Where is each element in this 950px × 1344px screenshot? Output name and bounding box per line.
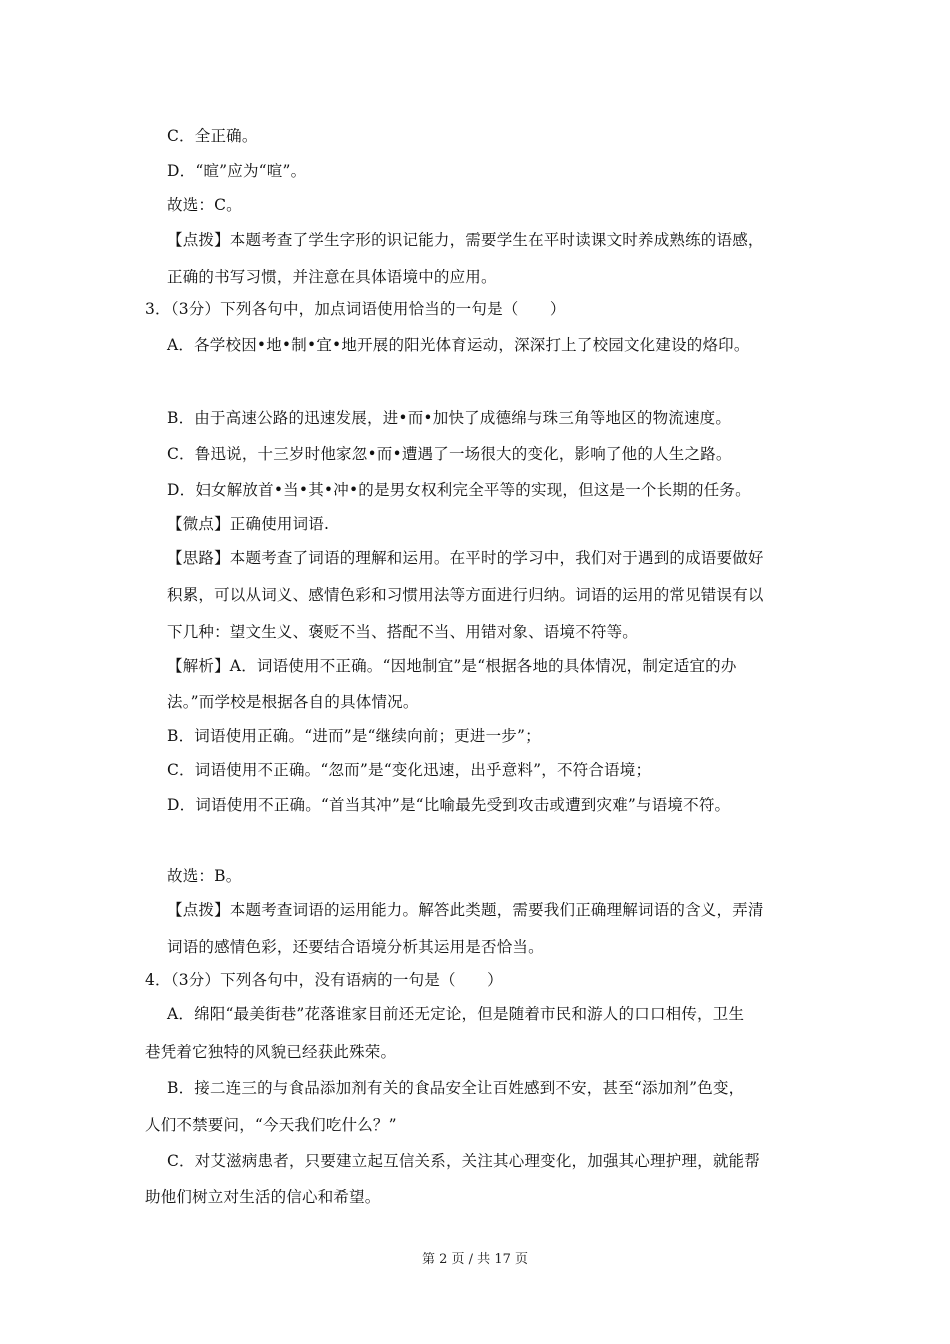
option-b: B．由于高速公路的迅速发展，进•而•加快了成德绵与珠三角等地区的物流速度。 — [167, 409, 732, 427]
question-4-title: 4．（3分）下列各句中，没有语病的一句是（ ） — [145, 971, 503, 989]
option-c: C．鲁迅说，十三岁时他家忽•而•遭遇了一场很大的变化，影响了他的人生之路。 — [167, 445, 732, 463]
option-a: A．绵阳“最美街巷”花落谁家目前还无定论，但是随着市民和游人的口口相传，卫生 — [167, 1005, 745, 1023]
text-line: 词语的感情色彩，还要结合语境分析其运用是否恰当。 — [167, 938, 544, 956]
text-line: 人们不禁要问，“今天我们吃什么？” — [145, 1116, 397, 1134]
text-line: D．“暄”应为“喧”。 — [167, 162, 307, 180]
option-b: B．接二连三的与食品添加剂有关的食品安全让百姓感到不安，甚至“添加剂”色变， — [167, 1079, 745, 1097]
page-footer: 第 2 页 / 共 17 页 — [422, 1252, 528, 1267]
text-line: 故选：B。 — [167, 867, 242, 885]
option-c: C．对艾滋病患者，只要建立起互信关系，关注其心理变化，加强其心理护理，就能帮 — [167, 1152, 760, 1170]
text-line: 故选：C。 — [167, 196, 242, 214]
question-3-title: 3．（3分）下列各句中，加点词语使用恰当的一句是（ ） — [145, 300, 566, 318]
text-line: C．全正确。 — [167, 127, 258, 145]
text-line: D．词语使用不正确。“首当其冲”是“比喻最先受到攻击或遭到灾难”与语境不符。 — [167, 796, 731, 814]
text-line: 积累，可以从词义、感情色彩和习惯用法等方面进行归纳。词语的运用的常见错误有以 — [167, 586, 764, 604]
text-line: 【点拨】本题考查了学生字形的识记能力，需要学生在平时读课文时养成熟练的语感， — [167, 231, 764, 249]
text-line: 【微点】正确使用词语. — [167, 515, 330, 533]
text-line: 巷凭着它独特的风貌已经获此殊荣。 — [145, 1043, 397, 1061]
text-line: 【解析】A．词语使用不正确。“因地制宜”是“根据各地的具体情况，制定适宜的办 — [167, 657, 737, 675]
text-line: 法。”而学校是根据各自的具体情况。 — [167, 693, 419, 711]
text-line: B．词语使用正确。“进而”是“继续向前；更进一步”； — [167, 727, 541, 745]
text-line: 助他们树立对生活的信心和希望。 — [145, 1188, 381, 1206]
option-a: A．各学校因•地•制•宜•地开展的阳光体育运动，深深打上了校园文化建设的烙印。 — [167, 336, 750, 354]
text-line: C．词语使用不正确。“忽而”是“变化迅速，出乎意料”，不符合语境； — [167, 761, 652, 779]
text-line: 【点拨】本题考查词语的运用能力。解答此类题，需要我们正确理解词语的含义，弄清 — [167, 901, 764, 919]
text-line: 正确的书写习惯，并注意在具体语境中的应用。 — [167, 268, 497, 286]
option-d: D．妇女解放首•当•其•冲•的是男女权利完全平等的实现，但这是一个长期的任务。 — [167, 481, 751, 499]
text-line: 【思路】本题考查了词语的理解和运用。在平时的学习中，我们对于遇到的成语要做好 — [167, 549, 764, 567]
text-line: 下几种：望文生义、褒贬不当、搭配不当、用错对象、语境不符等。 — [167, 623, 639, 641]
